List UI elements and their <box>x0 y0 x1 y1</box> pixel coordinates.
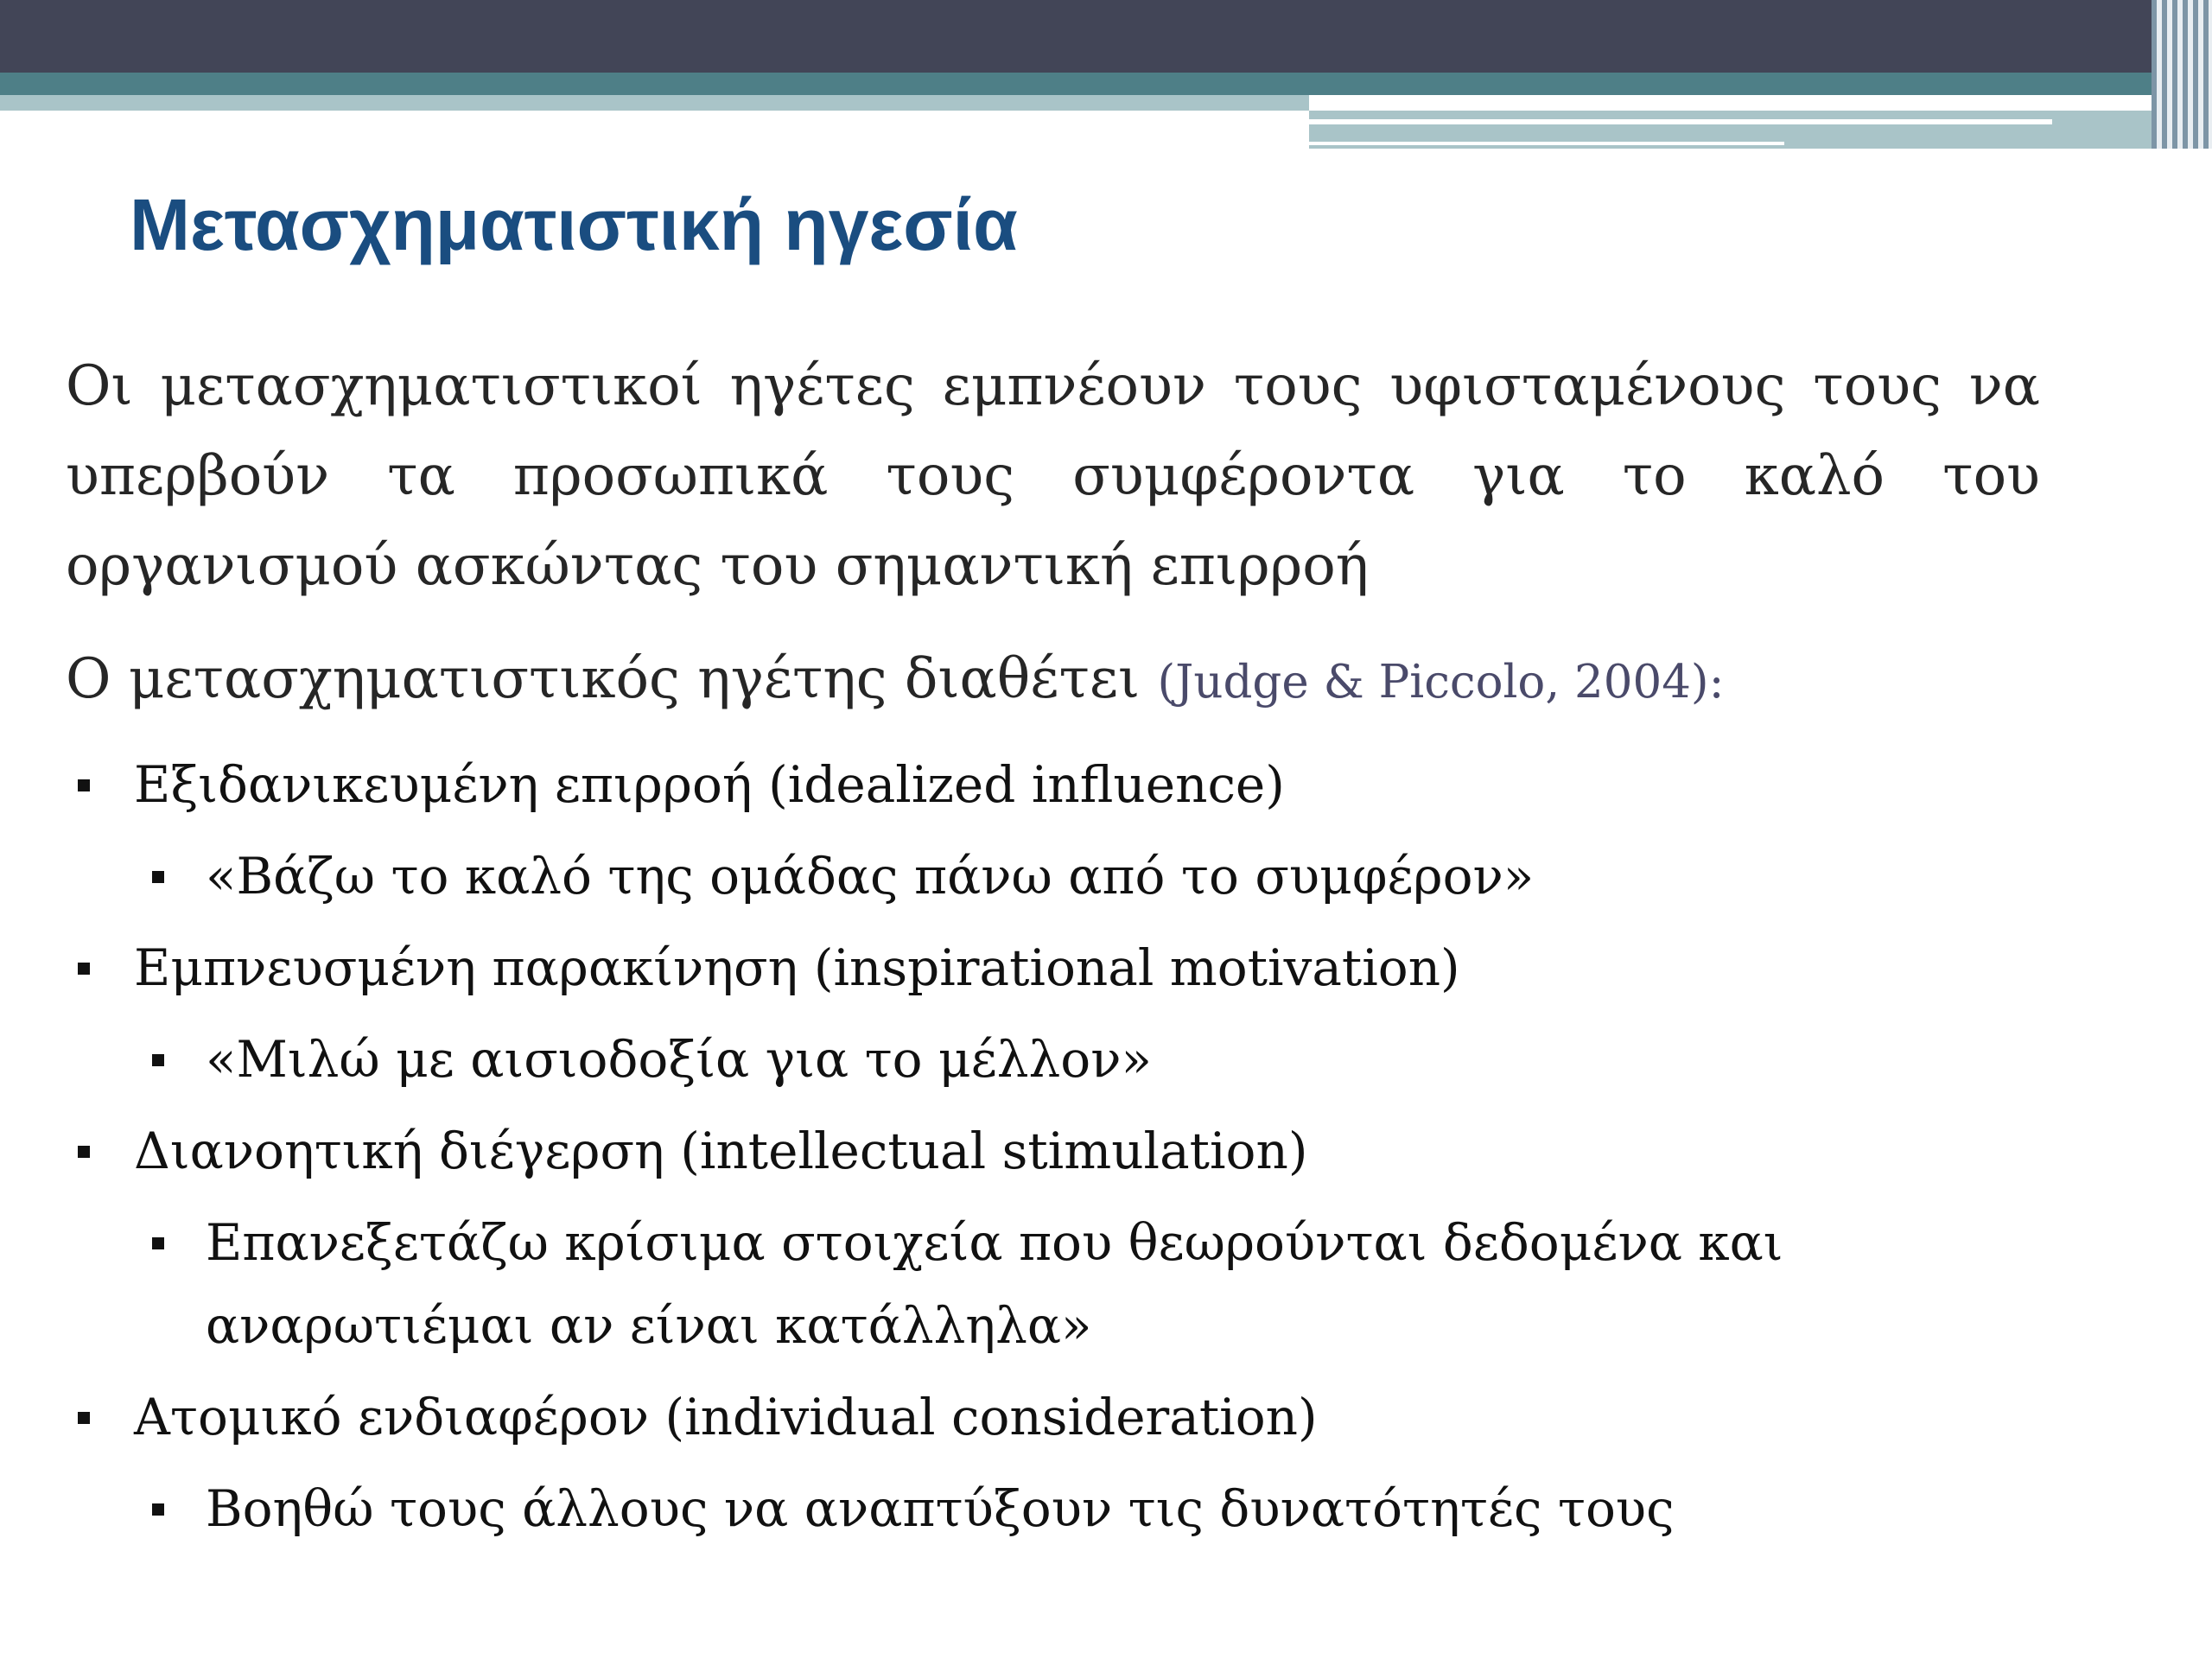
list-item-text: Διανοητική διέγερση (intellectual stimulation) <box>134 1122 1308 1180</box>
lead-line <box>66 636 1724 726</box>
list-item <box>0 1376 2212 1459</box>
square-bullet-icon <box>152 1503 164 1516</box>
bullet-list <box>0 743 2212 1559</box>
list-subitem <box>0 1018 2212 1101</box>
list-subitem <box>0 835 2212 918</box>
list-item-text: Εξιδανικευμένη επιρροή (idealized influence) <box>134 755 1285 814</box>
header-accent-line <box>1309 119 2052 124</box>
lead-citation: (Judge & Piccolo, 2004): <box>1157 656 1725 709</box>
header-bar-teal <box>0 73 2212 95</box>
header-stripes-decoration <box>2152 0 2212 149</box>
list-item-text: Ατομικό ενδιαφέρον (individual consideration) <box>134 1388 1318 1446</box>
square-bullet-icon <box>78 1412 90 1424</box>
list-item-text: «Βάζω το καλό της ομάδας πάνω από το συμφέρον» <box>206 847 1535 906</box>
list-subitem <box>0 1201 2212 1367</box>
lead-text: Ο μετασχηματιστικός ηγέτης διαθέτει <box>66 647 1158 711</box>
intro-paragraph: Οι μετασχηματιστικοί ηγέτες εμπνέουν τους υφισταμένους τους να υπερβούν τα προσωπικά τους συμφέροντα για το καλό του οργανισμού ασκώντας του σημαντική επιρροή <box>66 354 2040 598</box>
header-accent-line-short <box>1309 142 1784 145</box>
square-bullet-icon <box>152 871 164 883</box>
list-item-text: Εμπνευσμένη παρακίνηση (inspirational motivation) <box>134 938 1460 997</box>
header-bar-light <box>0 95 1309 111</box>
square-bullet-icon <box>152 1054 164 1066</box>
list-item-text: «Μιλώ με αισιοδοξία για το μέλλον» <box>206 1030 1152 1089</box>
list-item <box>0 743 2212 826</box>
list-item-text: Επανεξετάζω κρίσιμα στοιχεία που θεωρούνται δεδομένα και αναρωτιέμαι αν είναι κατάλληλα» <box>206 1213 1783 1355</box>
list-item-text: Βοηθώ τους άλλους να αναπτύξουν τις δυνατότητές τους <box>206 1479 1675 1538</box>
square-bullet-icon <box>78 963 90 975</box>
square-bullet-icon <box>78 779 90 791</box>
list-subitem <box>0 1467 2212 1550</box>
square-bullet-icon <box>152 1237 164 1249</box>
header-bar-dark <box>0 0 2212 73</box>
slide-title: Μετασχηματιστική ηγεσία <box>130 184 1018 265</box>
list-item <box>0 926 2212 1009</box>
square-bullet-icon <box>78 1146 90 1158</box>
list-item <box>0 1109 2212 1192</box>
